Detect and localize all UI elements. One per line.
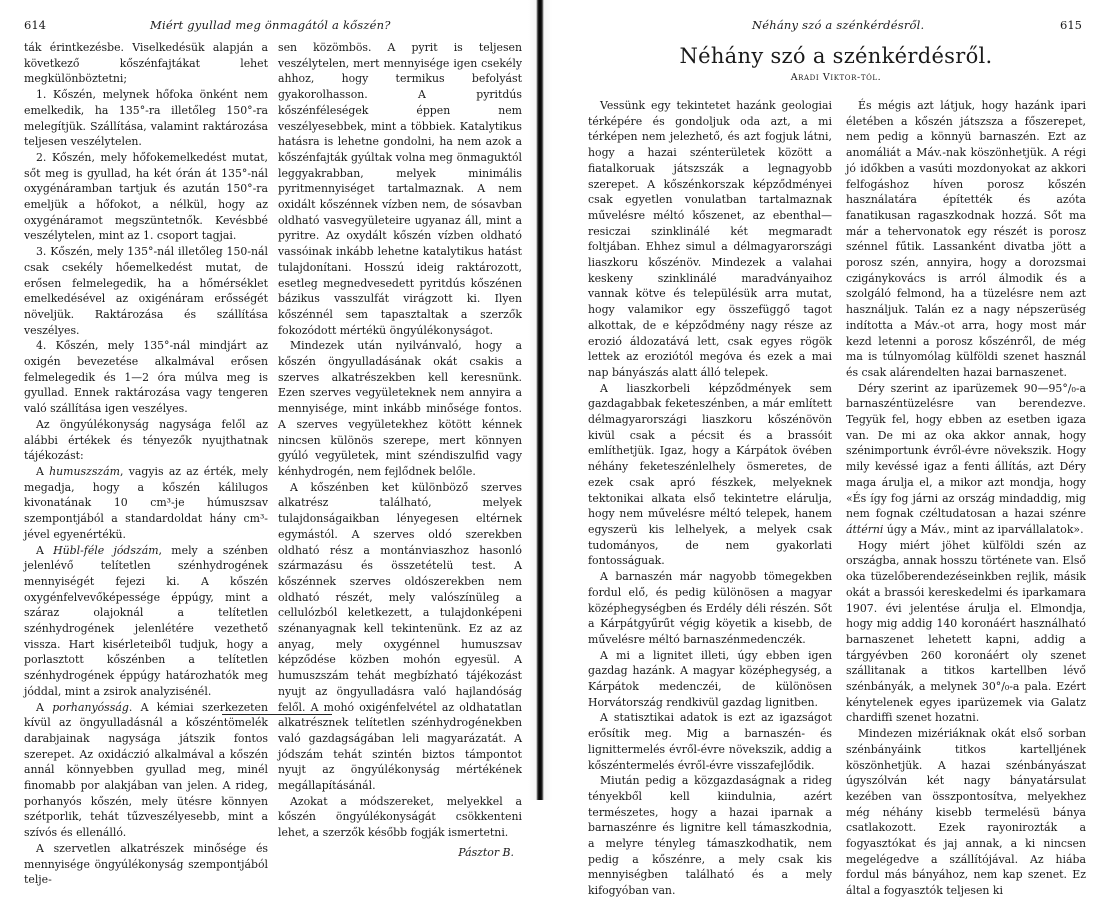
paragraph: Vessünk egy tekintetet hazánk geologiai térképére és gondoljuk oda azt, a mi térképen nem jelezhető, és azt fogjuk látni, hogy a hazai szénterületek között a fiatalkoruak játszszák a legnagyobb szerepet. A kőszénkorszak képződményei csak egyetlen vonulatban tartalmaznak művelésre méltó kőszenet, az ebenthal—resiczai szinklinálé két megmaradt foltjában. Ehhez simul a délmagyarországi liaszkoru kőszénöv. Mindezek a valahai keskeny szinklinálé maradványaihoz vannak kötve és településük arra mutat, hogy valamikor egy összefüggő tagot alkottak, de e képződmény nagy része az erozió áldozatává lett, csak egyes rögök lettek az eroziótól megóva és ezek a mai nap bányászás alatt álló telepek.: [588, 99, 832, 379]
list-item-2: 2. Kőszén, mely hőfokemelkedést mutat, sőt meg is gyullad, ha két órán át 135°-nál oxygénáramban tartjuk és azután 150°-ra emeljük a hőfokot, a nélkül, hogy az oxygénáramot megszüntetnők. Kevésbbé veszélytelen, mint az 1. csoport tagjai.: [24, 150, 268, 243]
text: A: [36, 700, 53, 714]
paragraph: És mégis azt látjuk, hogy hazánk ipari életében a kőszén játszsza a főszerepet, nem pedig a könnyü barnaszén. Ezt az anomáliát a Máv.-nak köszönhetjük. A régi jó időkben a vasúti mozdonyokat az akkori felfogáshoz híven porosz kőszén használatára építették és azóta fanatikusan ragaszkodnak hozzá. Sőt ma már a tehervonatok egy részét is porosz szénnel fűtik. Lassanként divatba jött a porosz szén, annyira, hogy a dorozsmai czigánykovács is arról álmodik és a szolgáló felmond, ha a tüzelésre nem azt használjuk. Talán ez a nagy népszerüség indította a Máv.-ot arra, hogy most már kezd letenni a porosz kőszénről, de még ma is túlnyomólag külföldi szenet használ és csak alárendelten hazai barnaszenet.: [846, 99, 1086, 379]
paragraph: Mindezek után nyilvánvaló, hogy a kőszén öngyulladásának okát csakis a szerves alkatrészekben kell keresnünk. Ezen szerves vegyületeknek nem annyira a mennyisége, mint inkább minősége fontos. A szerves vegyületekhez kötött kénnek nincsen különös szerepe, mert könnyen gyúló vegyületek, mint széndiszulfid vagy kénhydrogén, nem fejlődnek belőle.: [278, 339, 522, 478]
author-signature: Pásztor B.: [458, 845, 514, 859]
text: A: [36, 543, 54, 557]
paragraph-jodszam: [24, 543, 268, 700]
paragraph: Hogy miért jöhet külföldi szén az országba, annak hosszu története van. Első oka tüzelőberendezéseinkben rejlik, másik okát a brassói kereskedelmi és iparkamara 1907. évi jelentése árulja el. Elmondja, hogy mig addig 140 koronáért használható barnaszenet lehetett kapni, addig a tárgyévben 260 koronáért oly szenet szállitanak a titkos kartellben lévő szénbányák, a melynek 30°/₀-a pala. Ezért kénytelenek egyes iparüzemek via Galatz chardiffi szenet hozatni.: [846, 538, 1086, 725]
paragraph: A barnaszén már nagyobb tömegekben fordul elő, és pedig különösen a magyar középhegységben és Erdély déli részén. Sőt a Kárpátgyűrűt végig köyetik a kisebb, de művelésre méltó barnaszénmedenczék.: [588, 570, 832, 646]
article-title: Néhány szó a szénkérdésről.: [679, 44, 993, 68]
running-head-left: Miért gyullad meg önmagától a kőszén?: [150, 18, 391, 32]
paragraph: A mi a lignitet illeti, úgy ebben igen gazdag hazánk. A magyar középhegység, a Kárpátok medenczéi, de különösen Horvátország rendkivül gazdag lignitben.: [588, 648, 832, 709]
text: A: [36, 464, 50, 478]
book-spine-gutter: [536, 0, 544, 800]
running-head-right: Néhány szó a szénkérdésről.: [752, 18, 925, 32]
paragraph: Mindezen mizériáknak okát első sorban szénbányáink titkos kartelljének köszönhetjük. A hazai szénbányászat úgyszólván két nagy bányatársulat kezében van összpontosítva, melyekhez még néhány kisebb termelésü bánya csatlakozott. Ezek rayonirozták a fogyasztókat és jaj annak, a ki nincsen megelégedve a szállítójával. Az hiába fordul más bányához, nem kap szenet. Ez által a fogyasztók teljesen ki: [846, 727, 1086, 898]
end-rule: [222, 714, 332, 715]
text: , vagyis az az érték, mely megadja, hogy a kőszén kálilugos kivonatának 10 cm³-je húmuszsav szempontjából a standardoldat hány cm³-jével egyenértékü.: [24, 464, 269, 541]
text: úgy a Máv., mint az iparvállalatok».: [883, 522, 1084, 536]
list-item-3: 3. Kőszén, mely 135°-nál illetőleg 150-nál csak csekély hőemelkedést mutat, de erősen felmelegedik, ha a hőmérséklet emelkedésével az oxigénáram erősségét növeljük. Raktározása és szállítása veszélyes.: [24, 245, 268, 337]
right-column-1: [588, 98, 832, 899]
right-page: [560, 0, 1112, 898]
right-column-2: [846, 98, 1086, 899]
text: . A kémiai szerkezeten kívül az öngyulladásnál a kőszéntömelék darabjainak nagysága játszik fontos szerepet. Az oxidáczió alkalmával a kőszén annál könnyebben gyullad meg, minél finomabb por alakjában van jelen. A rideg, porhanyós kőszén, mely ütésre könnyen szétporlik, tehát tűzveszélyesebb, mint a szívós és ellenálló.: [24, 700, 268, 840]
list-item-1: 1. Kőszén, melynek hőfoka önként nem emelkedik, ha 135°-ra illetőleg 150°-ra melegítjük. Szállítása, valamint raktározása teljesen veszélytelen.: [24, 88, 268, 149]
left-column-2: [278, 40, 522, 861]
emphasis-term: Hübl-féle jódszám: [53, 543, 159, 557]
paragraph: Az öngyúlékonyság nagysága felől az alábbi értékek és tényezők nyujthatnak tájékozást:: [24, 417, 268, 463]
paragraph: Miután pedig a közgazdaságnak a rideg tényekből kell kiindulnia, azért természetes, hogy a hazai iparnak a barnaszénre és lignitre kell támaszkodnia, a melyre tényleg támaszkodhatik, nem pedig a kőszénre, a mely csak kis mennyiségben található és a mely kifogyóban van.: [588, 774, 832, 898]
paragraph-humuszszam: [24, 464, 268, 543]
paragraph-porhanyossag: [24, 700, 268, 841]
text: , mely a szénben jelenlévő telítetlen szénhydrogének mennyiségét fejezi ki. A kőszén oxygénfelvevőképessége éppúgy, mint a száraz olajoknál a telítetlen szénhydrogének jelenlétére vezethető vissza. Hart kisérleteiből tudjuk, hogy a porlasztott kőszénben a telítetlen szénhydrogének éppúgy határozhatók meg jóddal, mint a zsirok analyzisénél.: [24, 543, 268, 698]
paragraph: A szervetlen alkatrészek minősége és mennyisége öngyúlékonyság szempontjából telje-: [24, 841, 268, 887]
emphasis-term: humuszszám: [49, 464, 120, 478]
emphasis-term: porhanyósság: [52, 700, 129, 714]
article-author: Aradi Viktor-tól.: [790, 72, 882, 83]
page-number-right: 615: [1060, 18, 1082, 32]
text: Déry szerint az iparüzemek 90—95°/₀-a barnaszéntüzelésre van berendezve. Tegyük fel, hogy ebben az esetben igaza van. De mi az oka akkor annak, hogy szénimportunk évről-évre növekszik. Hogy mily kevéssé igaz a fenti állítás, azt Déry maga árulja el, a mikor azt mondja, hogy «És így fog járni az ország mindaddig, mig nem fognak czéltudatosan a hazai szénre: [846, 381, 1086, 521]
paragraph: A liaszkorbeli képződmények sem gazdagabbak feketeszénben, a már említett délmagyarországi liaszkoru kőszénövön kivül csak a pécsit és a brassóit említhetjük. Igaz, hogy a Kárpátok övében néhány feketeszénlelhely ösmeretes, de ezek csak apró fészkek, melyeknek tektonikai alkata első tekintetre elárulja, hogy nem művelésre méltó telepek, hanem egyszerü kis lelhelyek, a melyek csak tudományos, de nem gyakorlati fontosságuak.: [588, 381, 832, 568]
page-number-left: 614: [24, 18, 46, 32]
paragraph: sen közömbös. A pyrit is teljesen veszélytelen, mert mennyisége igen csekély ahhoz, hogy termikus befolyást gyakorolhasson. A pyritdús kőszénféleségek éppen nem veszélyesebbek, mint a többiek. Katalytikus hatásra is lehetne gondolni, ha nem azok a kőszénfajták gyúltak volna meg önmaguktól leggyakrabban, melyek minimális pyritmennyiséget tartalmaznak. A nem oxidált kőszénnek vízben nem, de sósavban oldható vasvegyületeire ugyanaz áll, mint a pyritre. Az oxydált kőszén vízben oldható vassóinak inkább lehetne katalytikus hatást tulajdonítani. Hosszú ideig raktározott, esetleg megnedvesedett pyritdús kőszénen bázikus vasszulfát virágzott ki. Ilyen kőszénnél sem tapasztaltak a szerzők fokozódott mértékü öngyúlékonyságot.: [278, 41, 522, 337]
paragraph: ták érintkezésbe. Viselkedésük alapján a következő kőszénfajtákat lehet megkülönböztetni;: [24, 41, 268, 86]
list-item-4: 4. Kőszén, mely 135°-nál mindjárt az oxigén bevezetése alkalmával erősen felmelegedik és 1—2 óra múlva meg is gyullad. Ennek raktározása vagy tengeren való szállítása igen veszélyes.: [24, 339, 268, 416]
emphasis-term: áttérni: [846, 522, 884, 536]
paragraph-dery: [846, 381, 1086, 538]
paragraph: A statisztikai adatok is ezt az igazságot erősítik meg. Mig a barnaszén- és lignittermelés évről-évre növekszik, addig a kőszéntermelés évről-évre visszafejlődik.: [588, 711, 832, 772]
paragraph: A kőszénben ket különböző szerves alkatrész található, melyek tulajdonságaikban lényegesen eltérnek egymástól. A szerves oldó szerekben oldható rész a montánviaszhoz hasonló származásu és összetételü test. A kőszénnek szerves oldószerekben nem oldható részét, mely valószínüleg a cellulózból keletkezett, a tulajdonképeni szénanyagnak kell tekintenünk. Ez az az anyag, mely oxygénnel humuszsav képződése közben mohón egyesül. A humuszszám tehát megbízható tájékozást nyujt az öngyulladásra való hajlandóság felől. A mohó oxigénfelvétel az oldhatatlan alkatrésznek telítetlen szénhydrogénekben való gazdagságában leli magyarázatát. A jódszám tehát szintén biztos támpontot nyujt az öngyúlékonyság mértékének megállapításánál.: [278, 480, 522, 793]
left-page: [0, 0, 540, 887]
left-column-1: [24, 40, 268, 888]
paragraph: Azokat a módszereket, melyekkel a kőszén öngyúlékonyságát csökkenteni lehet, a szerzők később fogják ismertetni.: [278, 794, 522, 840]
